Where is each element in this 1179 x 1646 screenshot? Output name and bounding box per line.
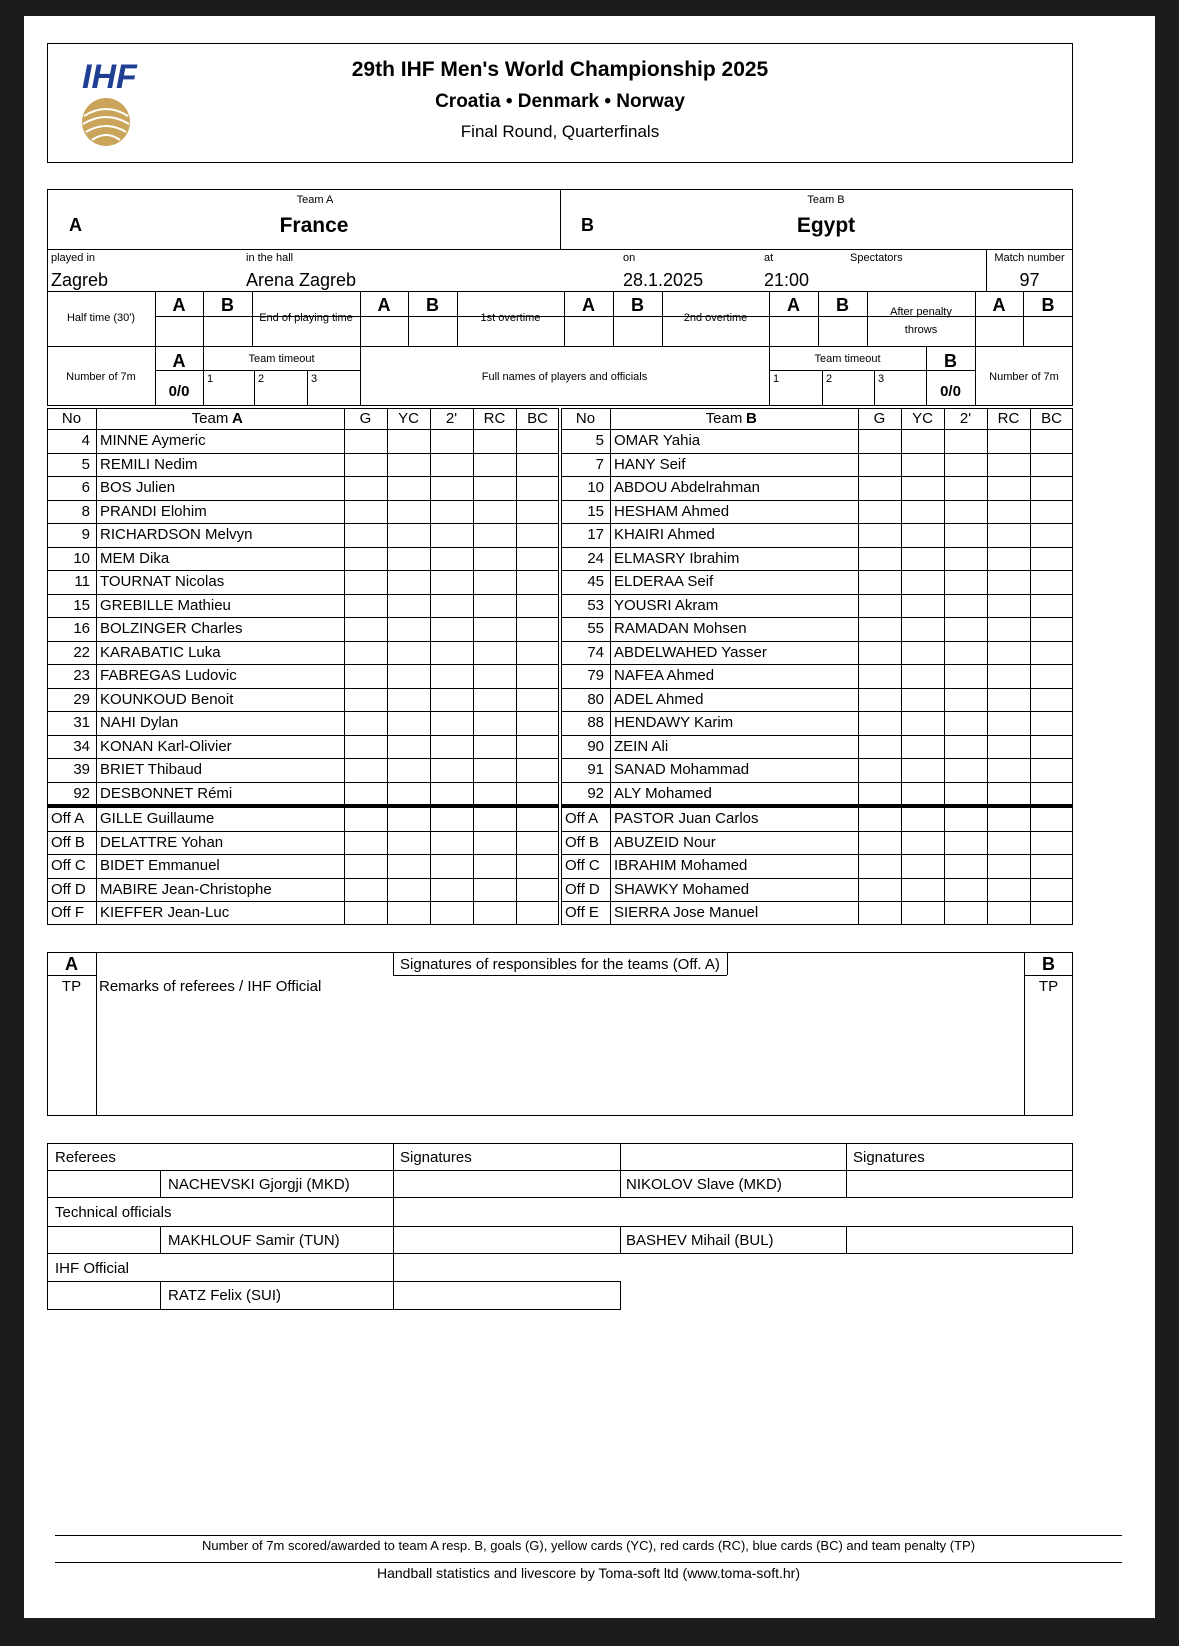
- ihf-official-label: IHF Official: [55, 1260, 129, 1277]
- player-a-number: 16: [73, 620, 90, 637]
- team-a-penalty-label: TP: [61, 978, 82, 995]
- ihf-logo: [70, 50, 140, 154]
- remarks-label: Remarks of referees / IHF Official: [99, 978, 322, 995]
- ot1-a-header: A: [582, 295, 595, 315]
- roster-b-header-no: No: [575, 410, 596, 427]
- team-a-name: France: [279, 214, 349, 237]
- player-a-number: 5: [81, 455, 90, 473]
- player-b-name: ABDELWAHED Yasser: [614, 643, 767, 661]
- time-value: 21:00: [764, 270, 810, 290]
- roster-b-header-g: G: [873, 410, 886, 427]
- player-b-name: ELDERAA Seif: [614, 573, 714, 590]
- player-a-name: FABREGAS Ludovic: [100, 667, 237, 684]
- official-a-code: Off C: [51, 857, 86, 874]
- match-number-value: 97: [1019, 270, 1040, 290]
- official-b-name: PASTOR Juan Carlos: [614, 810, 759, 827]
- player-a-name: BRIET Thibaud: [100, 761, 203, 778]
- player-b-number: 91: [587, 761, 604, 778]
- host-countries: Croatia • Denmark • Norway: [435, 91, 685, 112]
- player-b-number: 80: [587, 690, 604, 708]
- official-a-name: MABIRE Jean-Christophe: [100, 880, 272, 898]
- end-a-header: A: [377, 295, 391, 315]
- footer-legend: Number of 7m scored/awarded to team A resp. B, goals (G), yellow cards (YC), red cards (RC), blue cards (BC) and team penalty (TP): [201, 1538, 976, 1553]
- official-a-name: BIDET Emmanuel: [100, 857, 220, 874]
- timeout-a-2: 2: [258, 373, 265, 385]
- player-a-number: 15: [73, 596, 90, 614]
- penalty-throws-label: After penalty throws: [890, 306, 952, 336]
- seven-m-b-header: B: [944, 351, 957, 371]
- player-a-number: 39: [73, 761, 90, 778]
- seven-m-a-label: Number of 7m: [66, 371, 136, 383]
- roster-a-header-team: Team: [191, 410, 229, 427]
- official-b-name: IBRAHIM Mohamed: [614, 857, 748, 874]
- player-a-number: 92: [73, 784, 90, 802]
- half-time-a-header: A: [172, 295, 186, 315]
- player-b-number: 79: [587, 667, 604, 684]
- player-b-number: 7: [595, 455, 604, 473]
- referees-signatures-label-2: Signatures: [853, 1149, 925, 1166]
- team-b-penalty-label: TP: [1038, 978, 1059, 995]
- player-a-number: 10: [73, 549, 90, 567]
- player-b-name: HANY Seif: [614, 455, 686, 473]
- player-a-name: NAHI Dylan: [100, 714, 179, 731]
- timeout-b-2: 2: [826, 373, 833, 385]
- player-a-number: 6: [81, 479, 90, 496]
- player-b-number: 55: [587, 620, 604, 637]
- footer-credit: Handball statistics and livescore by Toma-soft ltd (www.toma-soft.hr): [376, 1565, 800, 1581]
- player-b-number: 92: [587, 784, 604, 802]
- penalty-a-header: A: [992, 295, 1006, 315]
- player-a-number: 4: [81, 432, 90, 449]
- player-a-name: KARABATIC Luka: [100, 643, 221, 661]
- hall-label: in the hall: [246, 252, 294, 264]
- team-b-caption: Team B: [807, 194, 845, 206]
- seven-m-a-header: A: [172, 351, 186, 371]
- player-a-name: MEM Dika: [100, 549, 170, 567]
- referee-1: NACHEVSKI Gjorgji (MKD): [168, 1176, 350, 1193]
- player-a-name: BOS Julien: [100, 479, 176, 496]
- roster-b-header-letter: B: [746, 410, 757, 427]
- remarks-box: [47, 952, 1073, 1116]
- team-b-letter: B: [581, 215, 594, 235]
- half-time-label: Half time (30'): [66, 312, 136, 324]
- technical-official-1: MAKHLOUF Samir (TUN): [168, 1232, 340, 1249]
- player-b-number: 53: [587, 596, 604, 614]
- player-b-name: KHAIRI Ahmed: [614, 526, 715, 543]
- player-b-name: ALY Mohamed: [614, 784, 712, 802]
- player-b-number: 74: [587, 643, 604, 661]
- player-b-name: SANAD Mohammad: [614, 761, 750, 778]
- roster-a-header-two: 2': [445, 410, 458, 427]
- team-a-caption: Team A: [296, 194, 334, 206]
- player-a-number: 29: [73, 690, 90, 708]
- half-time-b-header: B: [221, 295, 234, 315]
- roster-b-header-two: 2': [959, 410, 972, 427]
- player-a-number: 34: [73, 737, 90, 755]
- roster-b-header-bc: BC: [1041, 410, 1062, 427]
- roster-b-header-rc: RC: [997, 410, 1020, 427]
- official-b-code: Off A: [565, 810, 599, 827]
- roster-a-header-bc: BC: [527, 410, 548, 427]
- team-b-name: Egypt: [796, 214, 856, 237]
- technical-official-2: BASHEV Mihail (BUL): [626, 1232, 774, 1249]
- roster-a-header-g: G: [359, 410, 372, 427]
- player-a-number: 22: [73, 643, 90, 661]
- end-b-header: B: [426, 295, 439, 315]
- player-b-name: ELMASRY Ibrahim: [614, 549, 740, 567]
- second-overtime-label: 2nd overtime: [683, 312, 748, 324]
- played-in-value: Zagreb: [51, 270, 109, 290]
- official-b-code: Off B: [565, 833, 599, 851]
- full-names-label: Full names of players and officials: [481, 371, 648, 383]
- player-b-number: 5: [595, 432, 604, 449]
- date-value: 28.1.2025: [623, 270, 704, 290]
- referees-signatures-label-1: Signatures: [400, 1149, 472, 1166]
- player-b-number: 17: [587, 526, 604, 543]
- played-in-label: played in: [51, 252, 96, 264]
- player-a-name: TOURNAT Nicolas: [100, 573, 225, 590]
- official-a-code: Off A: [51, 810, 85, 827]
- official-a-name: KIEFFER Jean-Luc: [100, 904, 230, 921]
- player-b-name: ADEL Ahmed: [614, 690, 704, 708]
- player-b-number: 90: [587, 737, 604, 755]
- player-b-number: 10: [587, 479, 604, 496]
- official-a-name: GILLE Guillaume: [100, 810, 215, 827]
- player-b-name: OMAR Yahia: [614, 432, 701, 449]
- remarks-a-letter: A: [65, 954, 78, 974]
- remarks-b-letter: B: [1042, 954, 1055, 974]
- date-label: on: [623, 252, 636, 264]
- official-a-code: Off D: [51, 880, 86, 898]
- first-overtime-label: 1st overtime: [480, 312, 541, 324]
- player-a-name: BOLZINGER Charles: [100, 620, 243, 637]
- seven-m-a-value: 0/0: [168, 383, 190, 400]
- official-b-code: Off D: [565, 880, 600, 898]
- player-a-number: 23: [73, 667, 90, 684]
- player-b-name: NAFEA Ahmed: [614, 667, 715, 684]
- ot2-b-header: B: [836, 295, 849, 315]
- player-a-name: MINNE Aymeric: [100, 432, 206, 449]
- player-a-name: KOUNKOUD Benoit: [100, 690, 234, 708]
- roster-a-header-letter: A: [232, 410, 243, 427]
- roster-b-header-yc: YC: [912, 410, 933, 427]
- player-a-name: KONAN Karl-Olivier: [100, 737, 232, 755]
- spectators-label: Spectators: [850, 252, 903, 264]
- timeout-b-label: Team timeout: [814, 353, 881, 365]
- player-b-name: HESHAM Ahmed: [614, 502, 730, 520]
- player-b-name: YOUSRI Akram: [614, 596, 719, 614]
- referees-label: Referees: [55, 1149, 116, 1166]
- hall-value: Arena Zagreb: [246, 270, 357, 290]
- technical-officials-label: Technical officials: [55, 1204, 172, 1221]
- round-label: Final Round, Quarterfinals: [460, 122, 660, 141]
- penalty-b-header: B: [1041, 295, 1055, 315]
- official-a-code: Off F: [51, 904, 85, 921]
- ot1-b-header: B: [631, 295, 644, 315]
- championship-title: 29th IHF Men's World Championship 2025: [351, 58, 769, 81]
- player-a-number: 11: [74, 573, 90, 590]
- player-b-name: HENDAWY Karim: [614, 714, 734, 731]
- official-b-code: Off E: [565, 904, 599, 921]
- match-number-label: Match number: [994, 252, 1065, 264]
- official-a-code: Off B: [51, 833, 85, 851]
- player-b-number: 15: [587, 502, 604, 520]
- ihf-official: RATZ Felix (SUI): [168, 1287, 282, 1304]
- ot2-a-header: A: [787, 295, 800, 315]
- timeout-b-3: 3: [878, 373, 885, 385]
- player-b-name: ZEIN Ali: [614, 737, 669, 755]
- timeout-b-1: 1: [773, 373, 780, 385]
- player-a-number: 31: [73, 714, 90, 731]
- timeout-a-1: 1: [207, 373, 214, 385]
- roster-b-header-team: Team: [705, 410, 743, 427]
- roster-a-header-yc: YC: [398, 410, 419, 427]
- player-a-name: REMILI Nedim: [100, 455, 198, 473]
- player-b-number: 88: [587, 714, 604, 731]
- player-a-number: 8: [81, 502, 90, 520]
- timeout-a-label: Team timeout: [248, 353, 315, 365]
- official-b-name: ABUZEID Nour: [614, 833, 716, 851]
- player-a-name: GREBILLE Mathieu: [100, 596, 231, 614]
- player-a-number: 9: [81, 526, 90, 543]
- player-b-number: 45: [587, 573, 604, 590]
- player-b-name: RAMADAN Mohsen: [614, 620, 747, 637]
- official-b-code: Off C: [565, 857, 600, 874]
- end-of-play-label: End of playing time: [259, 312, 353, 324]
- seven-m-b-value: 0/0: [940, 383, 961, 400]
- referee-2: NIKOLOV Slave (MKD): [626, 1176, 782, 1193]
- ihf-logo-text: IHF: [82, 58, 137, 96]
- player-b-name: ABDOU Abdelrahman: [614, 479, 760, 496]
- official-b-name: SHAWKY Mohamed: [614, 880, 750, 898]
- player-a-name: DESBONNET Rémi: [100, 784, 233, 802]
- roster-a-header-no: No: [61, 410, 82, 427]
- player-a-name: PRANDI Elohim: [100, 502, 207, 520]
- time-label: at: [764, 252, 774, 264]
- official-a-name: DELATTRE Yohan: [100, 833, 224, 851]
- timeout-a-3: 3: [311, 373, 318, 385]
- player-b-number: 24: [587, 549, 604, 567]
- player-a-name: RICHARDSON Melvyn: [100, 526, 253, 543]
- seven-m-b-label: Number of 7m: [989, 371, 1059, 383]
- team-signatures-label: Signatures of responsibles for the teams (Off. A): [400, 956, 720, 973]
- roster-a-header-rc: RC: [483, 410, 506, 427]
- official-b-name: SIERRA Jose Manuel: [614, 904, 759, 921]
- team-a-letter: A: [69, 215, 82, 235]
